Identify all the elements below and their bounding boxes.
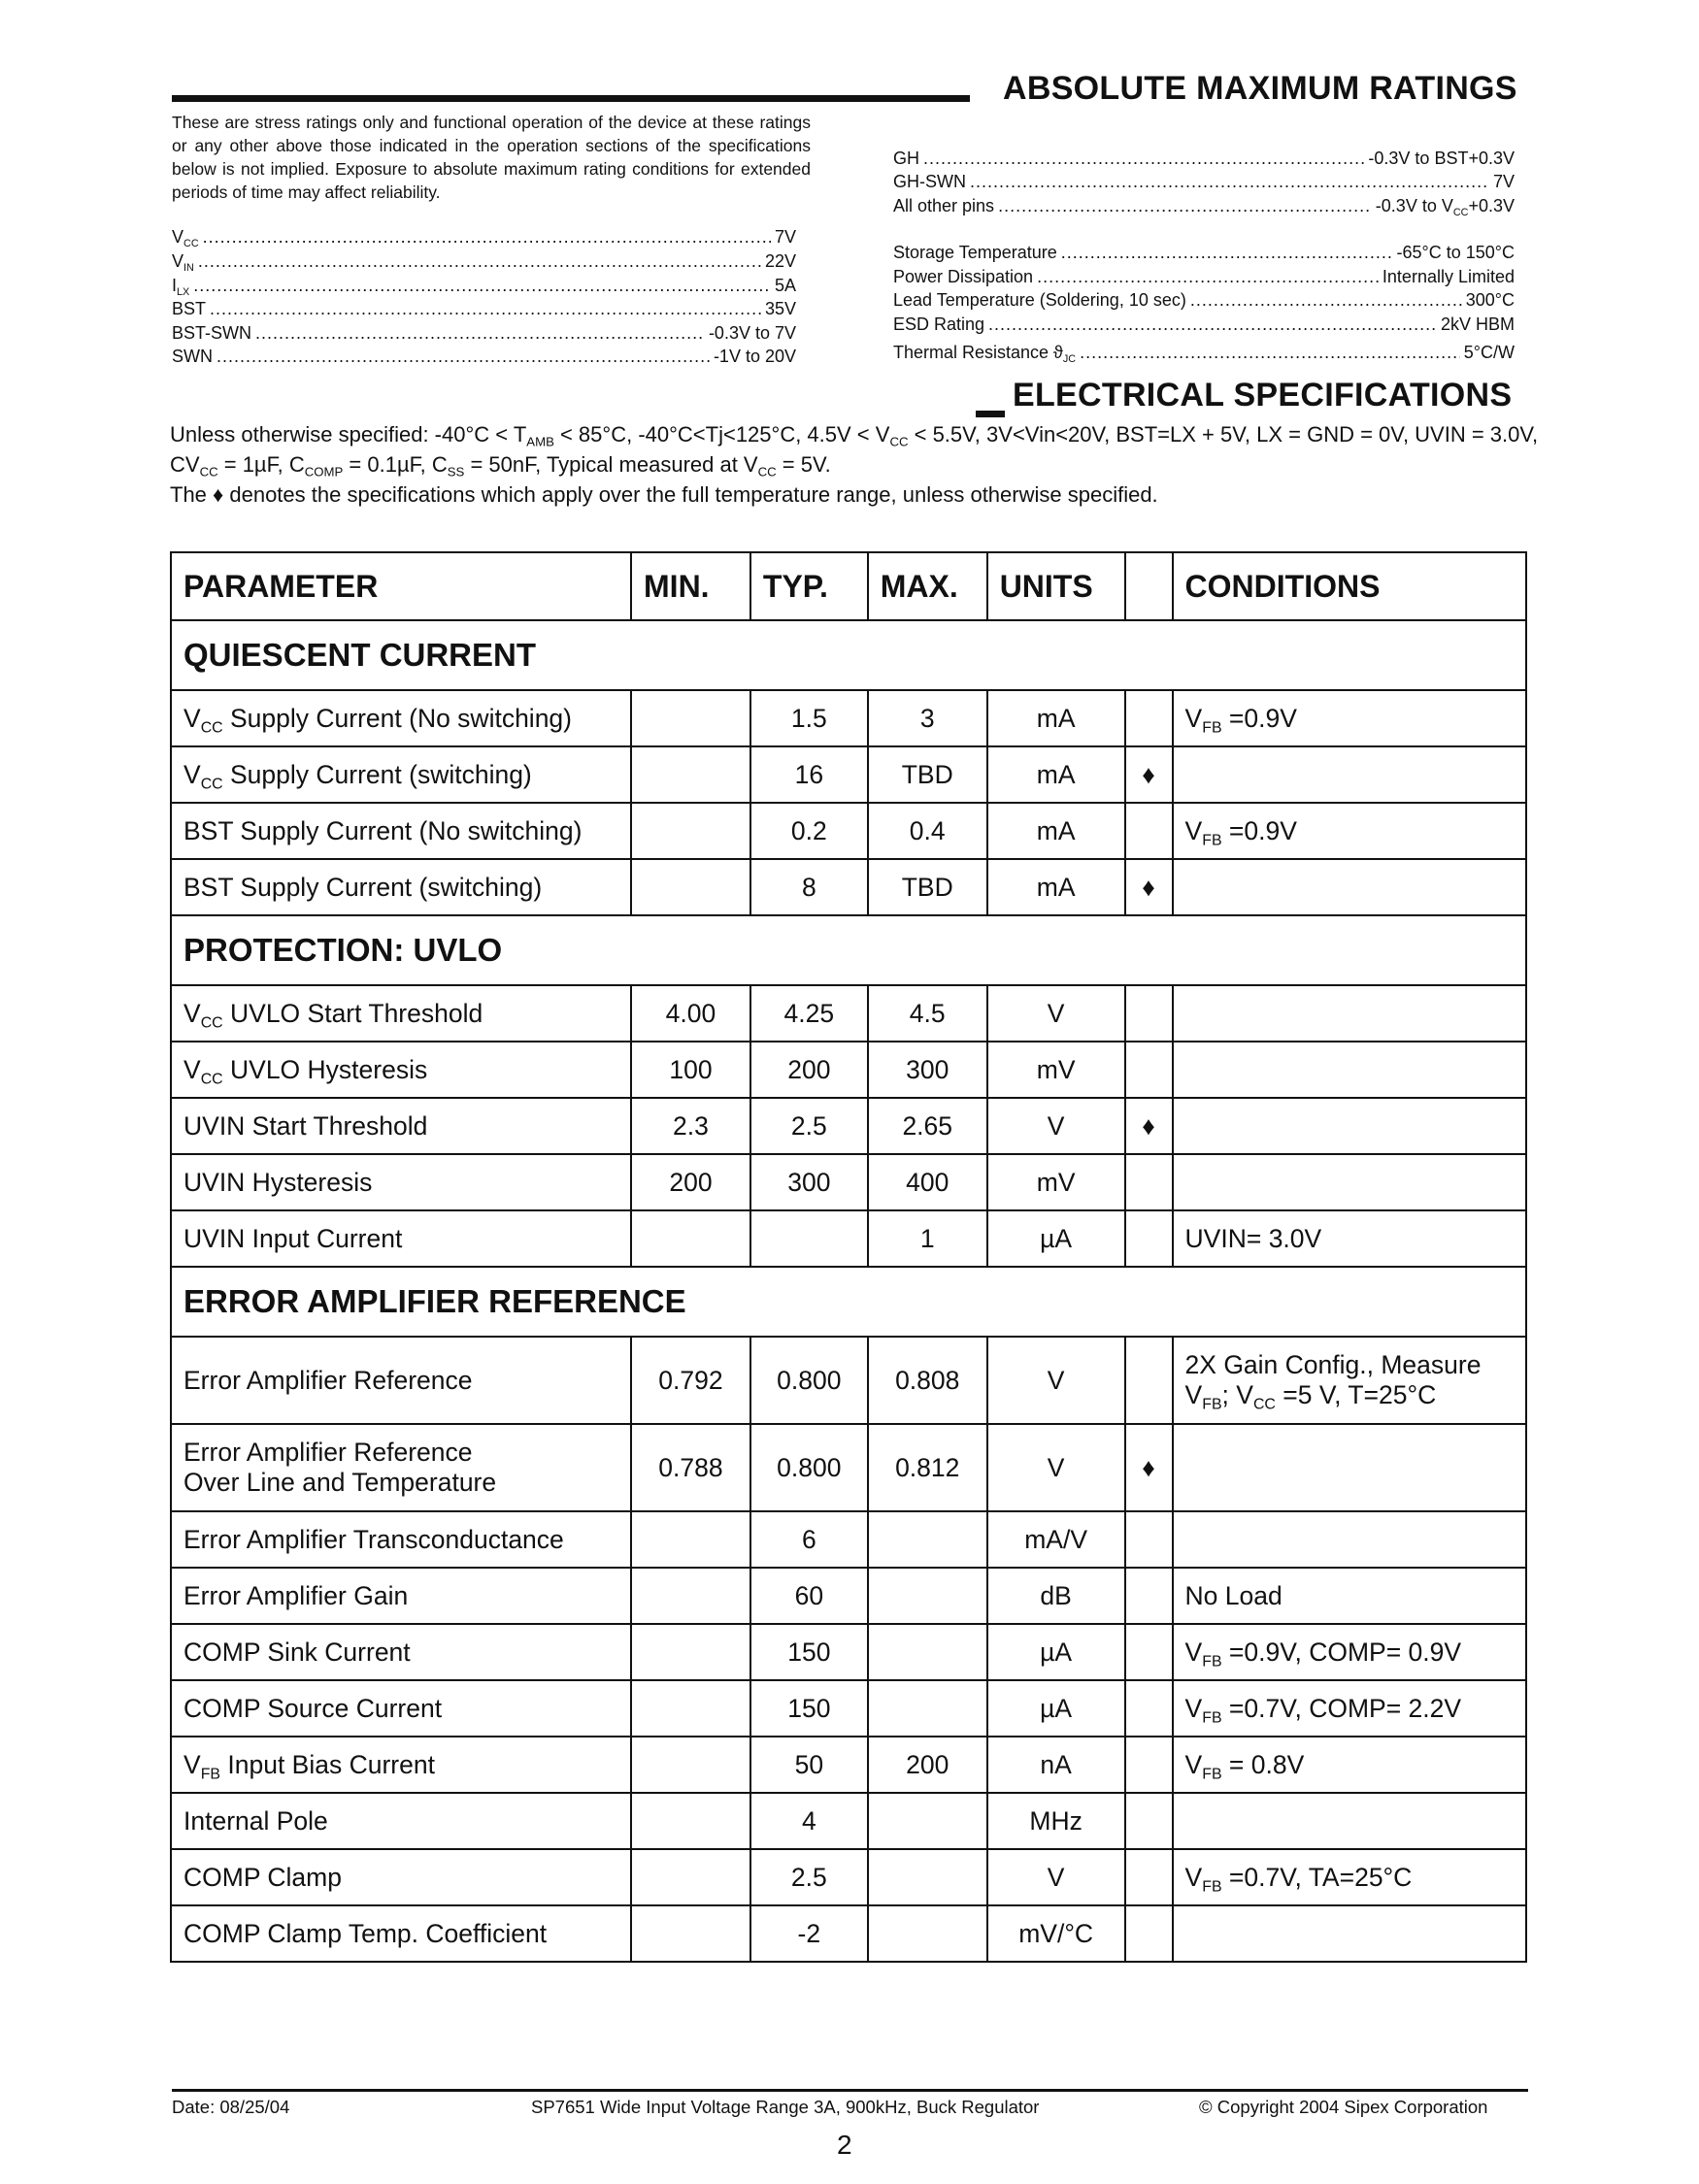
cell-max: TBD — [868, 859, 987, 915]
cell-typ: 1.5 — [750, 690, 868, 746]
cell-max: 2.65 — [868, 1098, 987, 1154]
abs-max-rating-right: GH-SWN ..... 7V — [893, 172, 1515, 192]
cell-typ: -2 — [750, 1905, 868, 1962]
cell-max — [868, 1624, 987, 1680]
cell-mark — [1125, 1793, 1173, 1849]
cell-mark — [1125, 1042, 1173, 1098]
cell-typ: 4.25 — [750, 985, 868, 1042]
cell-parameter: UVIN Hysteresis — [171, 1154, 631, 1210]
abs-max-title: ABSOLUTE MAXIMUM RATINGS — [1003, 70, 1517, 107]
abs-max-rating-right: GH ..... -0.3V to BST+0.3V — [893, 149, 1515, 169]
table-row — [171, 1424, 1526, 1511]
table-row — [171, 1849, 1526, 1905]
cell-typ: 0.800 — [750, 1424, 868, 1511]
abs-max-rating-right: Storage Temperature ..... -65°C to 150°C — [893, 243, 1515, 263]
cell-mark — [1125, 1905, 1173, 1962]
section-title: PROTECTION: UVLO — [171, 915, 1526, 985]
cell-parameter: BST Supply Current (switching) — [171, 859, 631, 915]
cell-conditions — [1173, 1511, 1526, 1568]
spec-intro: Unless otherwise specified: $-40^\circ C < T_{AMB} < 85^\circ C$, -40°C<Tj<125°C, $4.5V < V_{CC} < 5.5V$, 3V<Vin<20V, BST=LX + 5V, LX = GND = 0V, UVIN = 3.0V, $CV_{CC} = 1\mu F$, $C_{COMP} = 0.1\mu F$, $C_{SS} = 50nF$, Typical measured at $V_{CC} = 5V$. The ♦ denotes the specifications which apply over the full temperature range, unless otherwise specified. — [170, 422, 1539, 507]
cell-min — [631, 1793, 750, 1849]
cell-units: nA — [987, 1737, 1125, 1793]
table-row — [171, 1568, 1526, 1624]
cell-parameter: Error Amplifier Gain — [171, 1568, 631, 1624]
cell-typ: 2.5 — [750, 1098, 868, 1154]
cell-units: mA — [987, 746, 1125, 803]
cell-parameter: UVIN Input Current — [171, 1210, 631, 1267]
abs-max-rating-left: $I_{LX}$ ..... 5A — [172, 276, 796, 296]
cell-max — [868, 1905, 987, 1962]
cell-parameter: Error Amplifier Transconductance — [171, 1511, 631, 1568]
table-row — [171, 1793, 1526, 1849]
cell-max — [868, 1793, 987, 1849]
table-row — [171, 1337, 1526, 1424]
table-row — [171, 803, 1526, 859]
table-row — [171, 1210, 1526, 1267]
cell-conditions — [1173, 1042, 1526, 1098]
cell-units: mA — [987, 690, 1125, 746]
abs-max-rating-left: BST-SWN ..... -0.3V to 7V — [172, 323, 796, 344]
cell-min — [631, 690, 750, 746]
abs-max-rating-left: BST ..... 35V — [172, 299, 796, 319]
cell-max: 300 — [868, 1042, 987, 1098]
cell-max: 3 — [868, 690, 987, 746]
cell-conditions — [1173, 1793, 1526, 1849]
cell-typ: 300 — [750, 1154, 868, 1210]
table-row — [171, 1042, 1526, 1098]
cell-units: µA — [987, 1210, 1125, 1267]
cell-conditions — [1173, 1098, 1526, 1154]
cell-min — [631, 1511, 750, 1568]
cell-mark — [1125, 1154, 1173, 1210]
cell-typ: 2.5 — [750, 1849, 868, 1905]
cell-parameter: $V_{CC}$ UVLO Hysteresis — [171, 1042, 631, 1098]
cell-units: V — [987, 1424, 1125, 1511]
cell-conditions: $V_{FB} = 0.8V$ — [1173, 1737, 1526, 1793]
cell-parameter: COMP Clamp Temp. Coefficient — [171, 1905, 631, 1962]
table-row — [171, 1905, 1526, 1962]
footer-product: SP7651 Wide Input Voltage Range 3A, 900kHz, Buck Regulator — [531, 2097, 1040, 2117]
cell-parameter: COMP Clamp — [171, 1849, 631, 1905]
cell-min: 0.792 — [631, 1337, 750, 1424]
cell-parameter: BST Supply Current (No switching) — [171, 803, 631, 859]
cell-min: 4.00 — [631, 985, 750, 1042]
cell-parameter: $V_{FB}$ Input Bias Current — [171, 1737, 631, 1793]
cell-parameter: UVIN Start Threshold — [171, 1098, 631, 1154]
footer-date: Date: 08/25/04 — [172, 2097, 290, 2117]
cell-conditions: $V_{FB} =0.7V$, COMP= 2.2V — [1173, 1680, 1526, 1737]
cell-conditions: $V_{FB} =0.7V$, TA=25°C — [1173, 1849, 1526, 1905]
cell-min — [631, 1680, 750, 1737]
abs-max-rule — [172, 95, 970, 102]
cell-typ: 60 — [750, 1568, 868, 1624]
cell-units: mA/V — [987, 1511, 1125, 1568]
footer-rule — [172, 2089, 1528, 2092]
cell-min — [631, 1210, 750, 1267]
cell-typ: 16 — [750, 746, 868, 803]
cell-units: mV — [987, 1042, 1125, 1098]
cell-typ: 0.2 — [750, 803, 868, 859]
table-row — [171, 1511, 1526, 1568]
cell-typ: 6 — [750, 1511, 868, 1568]
cell-mark — [1125, 690, 1173, 746]
abs-max-rating-left: SWN ..... -1V to 20V — [172, 347, 796, 367]
cell-max: 4.5 — [868, 985, 987, 1042]
cell-mark — [1125, 1568, 1173, 1624]
cell-max: 200 — [868, 1737, 987, 1793]
cell-conditions — [1173, 859, 1526, 915]
cell-max: TBD — [868, 746, 987, 803]
table-row — [171, 1737, 1526, 1793]
table-header-row — [171, 552, 1526, 620]
cell-mark — [1125, 1210, 1173, 1267]
elec-spec-rule — [976, 411, 1005, 417]
cell-units: dB — [987, 1568, 1125, 1624]
cell-conditions: $V_{FB} =0.9V$, COMP= 0.9V — [1173, 1624, 1526, 1680]
cell-min — [631, 1849, 750, 1905]
cell-typ — [750, 1210, 868, 1267]
header-parameter: PARAMETER — [171, 552, 631, 620]
cell-typ: 50 — [750, 1737, 868, 1793]
table-row — [171, 690, 1526, 746]
spec-note-diamond: The ♦ denotes the specifications which apply over the full temperature range, unless otherwise specified. — [170, 482, 1158, 507]
table-row — [171, 859, 1526, 915]
spec-table — [170, 551, 1527, 1963]
cell-units: mV — [987, 1154, 1125, 1210]
cell-parameter: $V_{CC}$ Supply Current (No switching) — [171, 690, 631, 746]
cell-conditions — [1173, 746, 1526, 803]
cell-typ: 200 — [750, 1042, 868, 1098]
cell-typ: 150 — [750, 1624, 868, 1680]
cell-min — [631, 803, 750, 859]
abs-max-rating-right: ESD Rating ..... 2kV HBM — [893, 314, 1515, 335]
section-title: QUIESCENT CURRENT — [171, 620, 1526, 690]
cell-parameter: Error Amplifier Reference Over Line and Temperature — [171, 1424, 631, 1511]
cell-min: 200 — [631, 1154, 750, 1210]
cell-max — [868, 1680, 987, 1737]
cell-parameter: COMP Source Current — [171, 1680, 631, 1737]
cell-mark: ♦ — [1125, 1424, 1173, 1511]
cell-min: 2.3 — [631, 1098, 750, 1154]
cell-mark — [1125, 1624, 1173, 1680]
cell-mark — [1125, 985, 1173, 1042]
cell-min — [631, 1568, 750, 1624]
cell-max — [868, 1568, 987, 1624]
cell-mark — [1125, 1680, 1173, 1737]
cell-conditions: UVIN= 3.0V — [1173, 1210, 1526, 1267]
abs-max-rating-right: Lead Temperature (Soldering, 10 sec) ..... 300°C — [893, 290, 1515, 311]
abs-max-rating-right: Thermal Resistance $ϑ_{JC}$ ..... 5°C/W — [893, 343, 1515, 363]
cell-units: V — [987, 1098, 1125, 1154]
cell-units: V — [987, 985, 1125, 1042]
cell-units: MHz — [987, 1793, 1125, 1849]
cell-typ: 150 — [750, 1680, 868, 1737]
section-row — [171, 620, 1526, 690]
cell-conditions — [1173, 1905, 1526, 1962]
cell-min — [631, 1737, 750, 1793]
abs-max-note: These are stress ratings only and functional operation of the device at these ratings or any other above those indicated in the operation sections of the specifications below is not implied. Exposure to absolute maximum rating conditions for extended periods of time may affect reliability. — [172, 113, 811, 202]
header-conditions: CONDITIONS — [1173, 552, 1526, 620]
header-mark — [1125, 552, 1173, 620]
section-row — [171, 915, 1526, 985]
header-min: MIN. — [631, 552, 750, 620]
table-row — [171, 1680, 1526, 1737]
cell-min — [631, 1905, 750, 1962]
header-units: UNITS — [987, 552, 1125, 620]
cell-mark — [1125, 1737, 1173, 1793]
cell-min — [631, 1624, 750, 1680]
cell-mark: ♦ — [1125, 1098, 1173, 1154]
abs-max-rating-right: Power Dissipation ..... Internally Limited — [893, 267, 1515, 287]
cell-units: µA — [987, 1680, 1125, 1737]
cell-max: 0.4 — [868, 803, 987, 859]
cell-mark: ♦ — [1125, 859, 1173, 915]
cell-conditions — [1173, 1154, 1526, 1210]
cell-units: mA — [987, 803, 1125, 859]
cell-conditions: 2X Gain Config., Measure $V_{FB}$; $V_{CC} =5$ V, T=25°C — [1173, 1337, 1526, 1424]
cell-max: 400 — [868, 1154, 987, 1210]
table-row — [171, 746, 1526, 803]
abs-max-rating-left: $V_{IN}$ ..... 22V — [172, 251, 796, 272]
cell-units: mV/°C — [987, 1905, 1125, 1962]
cell-min: 0.788 — [631, 1424, 750, 1511]
cell-conditions: $V_{FB} =0.9V$ — [1173, 690, 1526, 746]
cell-mark — [1125, 1337, 1173, 1424]
cell-conditions: $V_{FB} =0.9V$ — [1173, 803, 1526, 859]
cell-parameter: $V_{CC}$ UVLO Start Threshold — [171, 985, 631, 1042]
cell-max: 0.808 — [868, 1337, 987, 1424]
cell-conditions — [1173, 1424, 1526, 1511]
section-title: ERROR AMPLIFIER REFERENCE — [171, 1267, 1526, 1337]
cell-mark — [1125, 1511, 1173, 1568]
table-row — [171, 1624, 1526, 1680]
cell-parameter: Error Amplifier Reference — [171, 1337, 631, 1424]
cell-units: mA — [987, 859, 1125, 915]
header-max: MAX. — [868, 552, 987, 620]
elec-spec-title: ELECTRICAL SPECIFICATIONS — [1013, 377, 1513, 414]
cell-conditions — [1173, 985, 1526, 1042]
cell-min: 100 — [631, 1042, 750, 1098]
cell-typ: 0.800 — [750, 1337, 868, 1424]
table-row — [171, 1154, 1526, 1210]
cell-typ: 4 — [750, 1793, 868, 1849]
cell-min — [631, 859, 750, 915]
abs-max-rating-right: All other pins ..... -0.3V to $V_{CC}+0.3V$ — [893, 196, 1515, 216]
cell-max: 1 — [868, 1210, 987, 1267]
abs-max-rating-left: $V_{CC}$ ..... 7V — [172, 227, 796, 248]
table-row — [171, 985, 1526, 1042]
cell-units: V — [987, 1337, 1125, 1424]
cell-mark: ♦ — [1125, 746, 1173, 803]
table-row — [171, 1098, 1526, 1154]
cell-parameter: $V_{CC}$ Supply Current (switching) — [171, 746, 631, 803]
cell-max: 0.812 — [868, 1424, 987, 1511]
cell-units: V — [987, 1849, 1125, 1905]
cell-max — [868, 1511, 987, 1568]
cell-parameter: COMP Sink Current — [171, 1624, 631, 1680]
cell-conditions: No Load — [1173, 1568, 1526, 1624]
cell-parameter: Internal Pole — [171, 1793, 631, 1849]
cell-mark — [1125, 803, 1173, 859]
cell-units: µA — [987, 1624, 1125, 1680]
header-typ: TYP. — [750, 552, 868, 620]
cell-typ: 8 — [750, 859, 868, 915]
page-number: 2 — [837, 2130, 852, 2160]
cell-max — [868, 1849, 987, 1905]
cell-mark — [1125, 1849, 1173, 1905]
section-row — [171, 1267, 1526, 1337]
cell-min — [631, 746, 750, 803]
footer-copyright: © Copyright 2004 Sipex Corporation — [1199, 2097, 1488, 2117]
